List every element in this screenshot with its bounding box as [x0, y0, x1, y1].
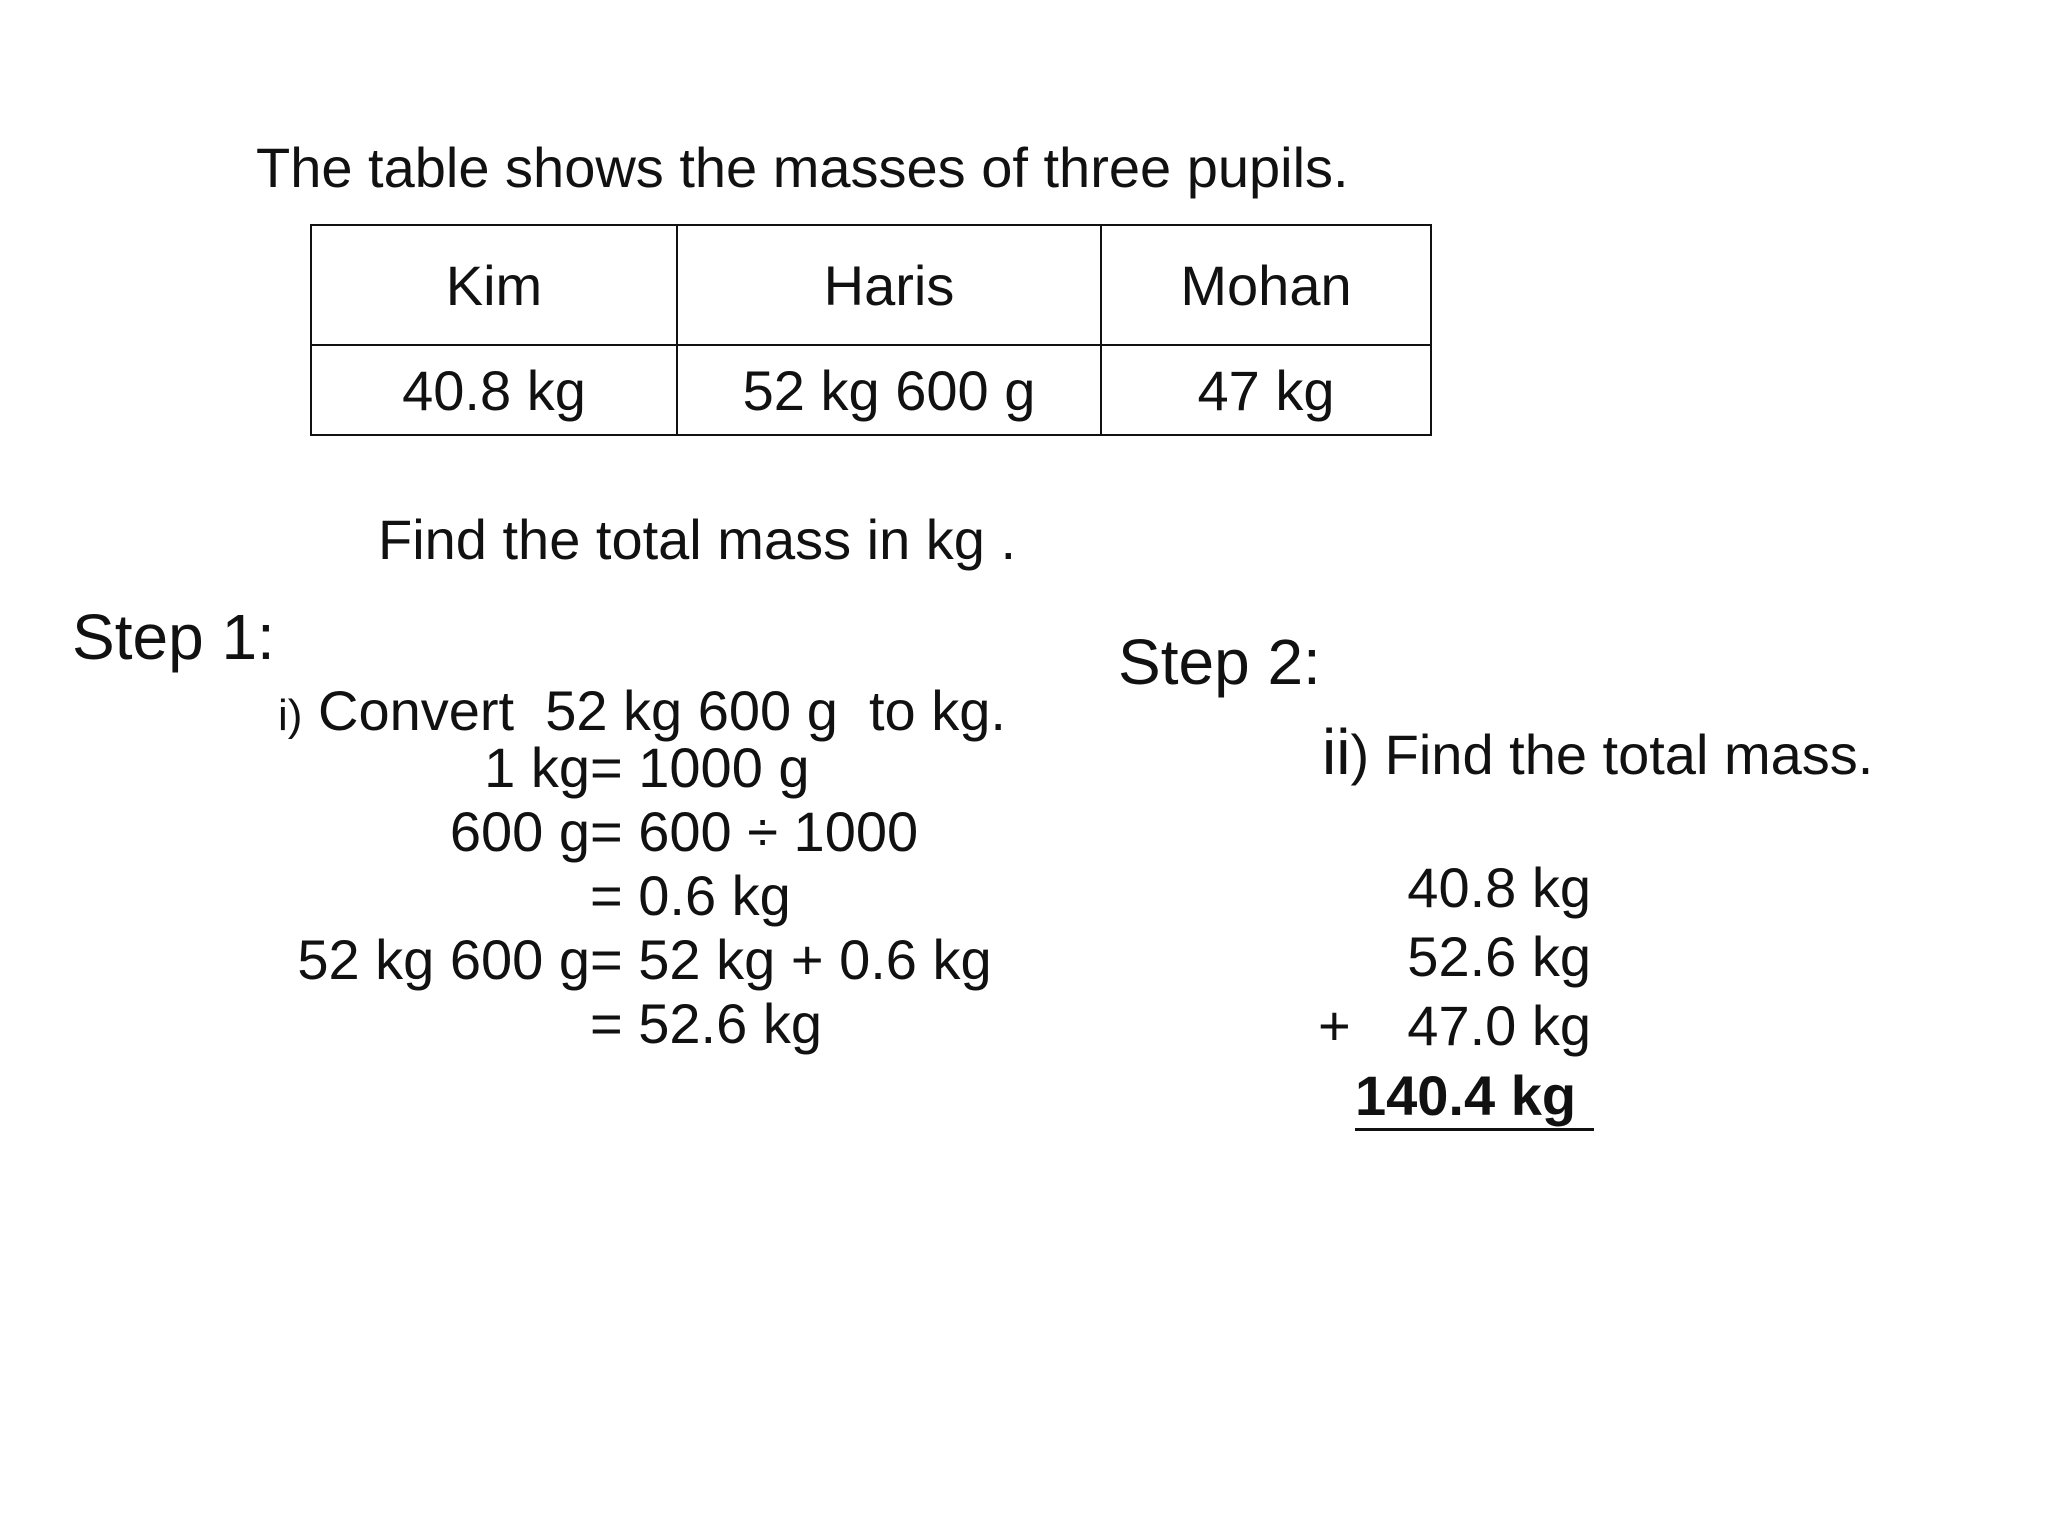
step1-prefix: i): [278, 691, 303, 740]
equation-row: [200, 928, 992, 996]
equation-rhs: = 0.6 kg: [590, 864, 791, 927]
equation-row: [200, 800, 992, 868]
equation-lhs: 600 g: [449, 800, 590, 863]
table-header-cell: Haris: [677, 225, 1101, 345]
equation-rhs: = 52 kg + 0.6 kg: [590, 928, 992, 991]
step2-heading: Step 2:: [1118, 626, 1321, 698]
addend-value: 52.6 kg: [1407, 925, 1591, 988]
step2-instruction-line: [1322, 716, 1874, 788]
table-header-cell: Kim: [311, 225, 677, 345]
operator: [1318, 860, 1386, 929]
masses-table: [310, 224, 1432, 436]
equation-row: [200, 736, 992, 804]
table-cell: 47 kg: [1101, 345, 1431, 435]
addition-working: [1318, 856, 1591, 1067]
table-header-cell: Mohan: [1101, 225, 1431, 345]
step2-prefix: ii: [1322, 716, 1351, 788]
equation-row: [200, 992, 992, 1060]
intro-text: The table shows the masses of three pupils.: [256, 136, 1349, 199]
table-header-row: [311, 225, 1431, 345]
equation-rhs: = 52.6 kg: [590, 992, 822, 1055]
operator: [1318, 929, 1386, 998]
equation-lhs: 52 kg 600 g: [297, 928, 590, 991]
step1-instruction-line: [278, 679, 1006, 742]
plus-operator: +: [1318, 994, 1351, 1057]
table-cell: 40.8 kg: [311, 345, 677, 435]
addend-row: [1318, 856, 1591, 929]
equation-rhs: = 1000 g: [590, 736, 810, 799]
step1-instruction: Convert 52 kg 600 g to kg.: [302, 679, 1006, 742]
addend-row: [1318, 994, 1591, 1067]
equation-lhs: 1 kg: [484, 736, 590, 799]
step1-working: [200, 736, 992, 1060]
addend-row: [1318, 925, 1591, 998]
question-text: Find the total mass in kg .: [378, 508, 1017, 571]
total-answer: 140.4 kg: [1355, 1068, 1594, 1131]
step1-heading: Step 1:: [72, 601, 275, 673]
equation-row: [200, 864, 992, 932]
addend-value: 40.8 kg: [1407, 856, 1591, 919]
table-cell: 52 kg 600 g: [677, 345, 1101, 435]
table-row: [311, 345, 1431, 435]
addend-value: 47.0 kg: [1407, 994, 1591, 1057]
equation-rhs: = 600 ÷ 1000: [590, 800, 919, 863]
step2-instruction: ) Find the total mass.: [1350, 723, 1874, 786]
